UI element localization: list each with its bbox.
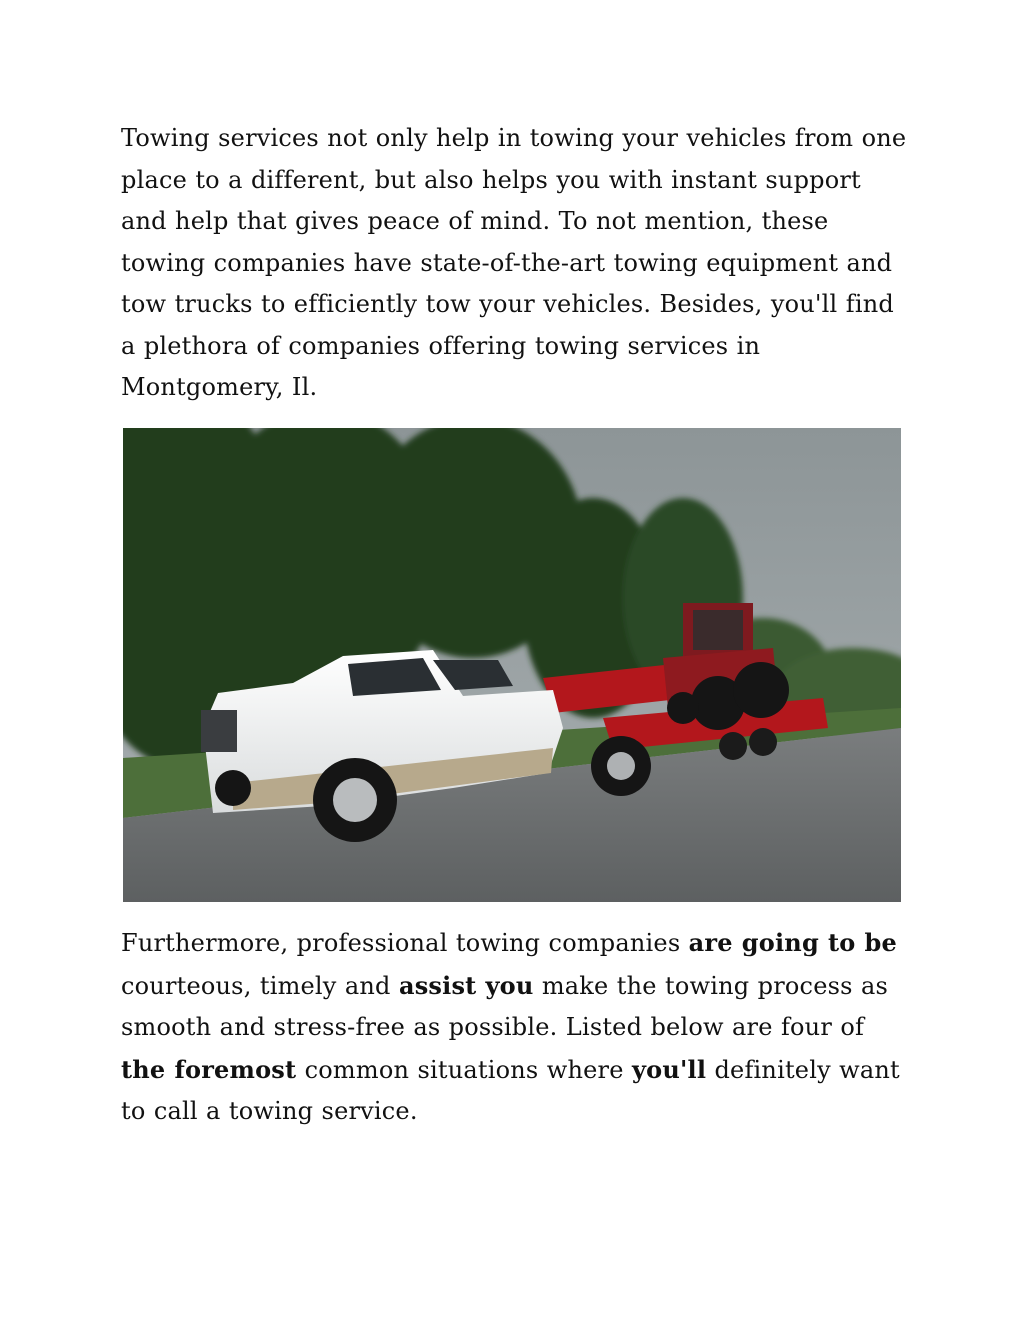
paragraph-intro: Towing services not only help in towing your vehicles from one place to a different, but also helps you with instant support and help that gives peace of mind. To not mention, these towing companies have state-of-the-art towing equipment and tow trucks to efficiently tow your vehicles. Besides, you'll find a plethora of companies offering towing services in Montgomery, Il. bbox=[121, 124, 907, 401]
paragraph-situations bbox=[121, 922, 911, 1133]
bold-phrase-4: you'll bbox=[631, 1054, 707, 1084]
paragraph-text-2: courteous, timely and bbox=[121, 971, 399, 1000]
bold-phrase-3: the foremost bbox=[121, 1054, 297, 1084]
photo-illustration bbox=[123, 428, 901, 902]
truck-towing-tractor-photo bbox=[123, 428, 901, 902]
paragraph-text-5: definitely want to call a towing service. bbox=[121, 1055, 900, 1125]
bold-phrase-1: are going to be bbox=[688, 928, 897, 957]
bold-phrase-2: assist you bbox=[398, 970, 534, 1000]
paragraph-text-4: common situations where bbox=[296, 1055, 632, 1084]
paragraph-text-1: Furthermore, professional towing companies bbox=[121, 929, 689, 957]
paragraph-text-3: make the towing process as smooth and stress-free as possible. Listed below are four of bbox=[121, 971, 888, 1041]
